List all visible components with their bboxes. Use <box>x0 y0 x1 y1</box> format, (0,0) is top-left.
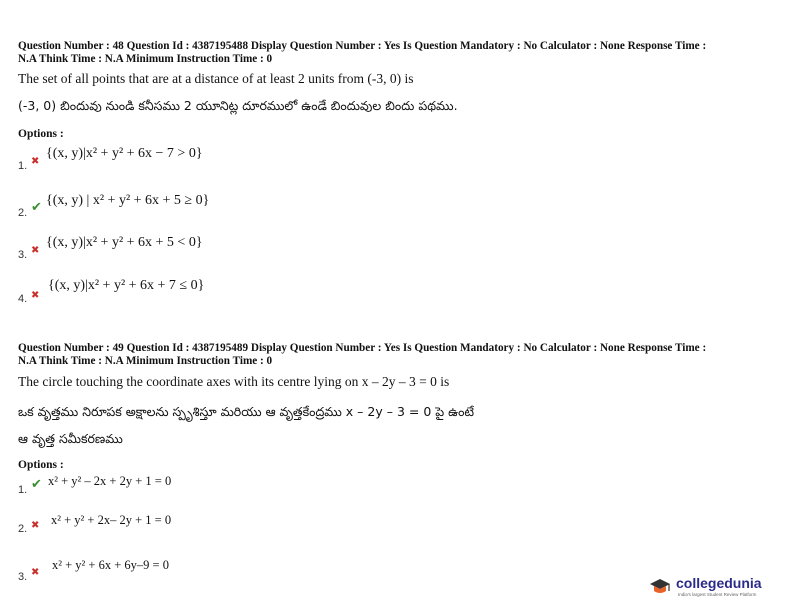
question-text-telugu: ఒక వృత్తము నిరూపక అక్షాలను స్పృశిస్తూ మరియు ఆ వృత్తకేంద్రము x – 2y – 3 = 0 పై ఉంటే <box>18 404 475 419</box>
check-icon: ✔ <box>31 200 42 215</box>
question-text: The circle touching the coordinate axes with its centre lying on x – 2y – 3 = 0 is <box>18 374 450 389</box>
brand-tagline: India's largest Student Review Platform <box>678 592 757 597</box>
question-text-telugu: ఆ వృత్త సమీకరణము <box>18 431 123 446</box>
question-meta-line: Question Number : 49 Question Id : 4387195489 Display Question Number : Yes Is Question Mandatory : No Calculator : None Response Time : <box>18 342 707 354</box>
option-number: 1. <box>18 484 28 496</box>
question-text: The set of all points that are at a distance of at least 2 units from (-3, 0) is <box>18 71 414 86</box>
question-text-telugu: (-3, 0) బిందువు నుండి కనీసము 2 యూనిట్ల దూరములో ఉండే బిందువుల బిందు పథము. <box>18 98 458 113</box>
option-text: x² + y² + 6x + 6y–9 = 0 <box>52 558 169 572</box>
question-meta <box>18 342 778 368</box>
question-meta <box>18 40 778 66</box>
brand-name: collegedunia <box>676 575 762 591</box>
wrong-icon: ✖ <box>31 245 40 256</box>
option-number: 2. <box>18 523 28 535</box>
wrong-icon: ✖ <box>31 156 40 167</box>
option-text: {(x, y) | x² + y² + 6x + 5 ≥ 0} <box>46 193 210 208</box>
brand-logo <box>648 574 788 602</box>
option-text: {(x, y)|x² + y² + 6x − 7 > 0} <box>46 146 203 161</box>
question-meta-line: N.A Think Time : N.A Minimum Instruction Time : 0 <box>18 53 273 65</box>
option-text: {(x, y)|x² + y² + 6x + 5 < 0} <box>46 235 203 250</box>
option-number: 4. <box>18 293 28 305</box>
question-meta-line: Question Number : 48 Question Id : 4387195488 Display Question Number : Yes Is Question Mandatory : No Calculator : None Response Time : <box>18 40 707 52</box>
option-text: x² + y² + 2x– 2y + 1 = 0 <box>51 513 172 527</box>
option-text: {(x, y)|x² + y² + 6x + 7 ≤ 0} <box>48 278 205 293</box>
wrong-icon: ✖ <box>31 290 40 301</box>
option-number: 3. <box>18 571 28 583</box>
option-text: x² + y² – 2x + 2y + 1 = 0 <box>48 474 172 488</box>
check-icon: ✔ <box>31 477 42 492</box>
wrong-icon: ✖ <box>31 567 40 578</box>
question-meta-line: N.A Think Time : N.A Minimum Instruction Time : 0 <box>18 355 273 367</box>
option-number: 3. <box>18 249 28 261</box>
option-number: 1. <box>18 160 28 172</box>
option-number: 2. <box>18 207 28 219</box>
options-label: Options : <box>18 128 64 140</box>
options-label: Options : <box>18 459 64 471</box>
wrong-icon: ✖ <box>31 520 40 531</box>
graduation-cap-icon <box>648 576 672 598</box>
